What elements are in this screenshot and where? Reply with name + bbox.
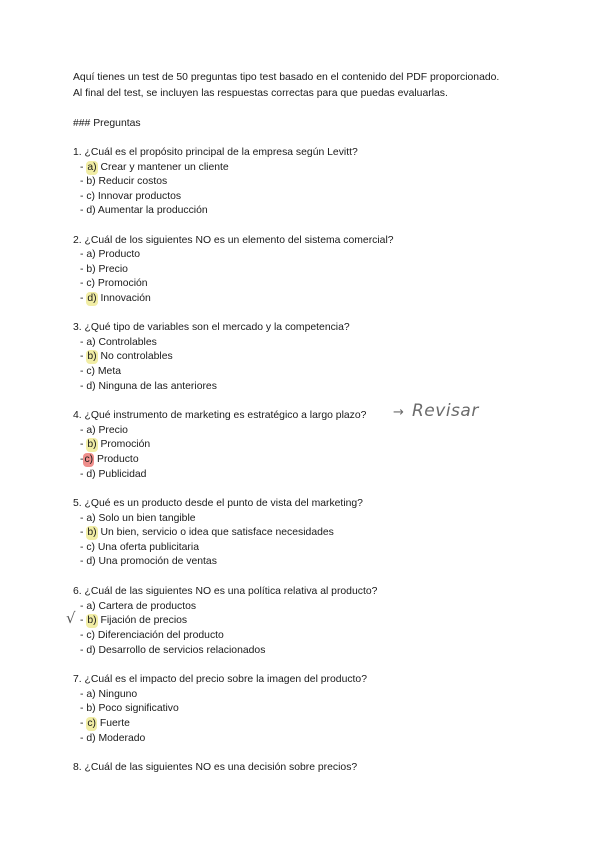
option-1b: - b) Reducir costos [80,176,168,187]
question-7: 7. ¿Cuál es el impacto del precio sobre la imagen del producto? [73,674,367,685]
answer-highlight: b) [87,615,97,626]
answer-highlight: b) [87,527,97,538]
option-1a: - a) Crear y mantener un cliente [80,162,229,173]
option-4b: - b) Promoción [80,439,151,450]
option-3a: - a) Controlables [80,337,157,348]
option-2d: - d) Innovación [80,293,151,304]
intro-line-2: Al final del test, se incluyen las respuestas correctas para que puedas evaluarlas. [73,88,448,99]
option-7d: - d) Moderado [80,733,146,744]
option-5d: - d) Una promoción de ventas [80,556,217,567]
question-6: 6. ¿Cuál de las siguientes NO es una política relativa al producto? [73,586,378,597]
option-2b: - b) Precio [80,264,128,275]
section-heading: ### Preguntas [73,118,141,129]
option-7b: - b) Poco significativo [80,703,179,714]
answer-highlight: b) [87,439,97,450]
arrow-annotation: → [393,405,404,420]
question-2: 2. ¿Cuál de los siguientes NO es un elemento del sistema comercial? [73,235,394,246]
answer-highlight: a) [87,162,97,173]
option-3c: - c) Meta [80,366,122,377]
question-5: 5. ¿Qué es un producto desde el punto de vista del marketing? [73,498,363,509]
option-5c: - c) Una oferta publicitaria [80,542,199,553]
option-4c: -c) Producto [80,454,139,465]
option-7a: - a) Ninguno [80,689,138,700]
question-4: 4. ¿Qué instrumento de marketing es estratégico a largo plazo? [73,410,367,421]
option-2c: - c) Promoción [80,278,148,289]
answer-highlight: b) [87,351,97,362]
question-3: 3. ¿Qué tipo de variables son el mercado y la competencia? [73,322,350,333]
wrong-answer-highlight: c) [84,454,94,465]
option-6b: - b) Fijación de precios [80,615,188,626]
option-5a: - a) Solo un bien tangible [80,513,196,524]
answer-highlight: d) [87,293,97,304]
option-6c: - c) Diferenciación del producto [80,630,224,641]
option-4d: - d) Publicidad [80,469,147,480]
option-4a: - a) Precio [80,425,128,436]
option-2a: - a) Producto [80,249,141,260]
option-5b: - b) Un bien, servicio o idea que satisface necesidades [80,527,334,538]
review-note-handwritten: Revisar [412,401,479,421]
option-6a: - a) Cartera de productos [80,601,197,612]
question-1: 1. ¿Cuál es el propósito principal de la empresa según Levitt? [73,147,358,158]
option-1c: - c) Innovar productos [80,191,182,202]
intro-line-1: Aquí tienes un test de 50 preguntas tipo test basado en el contenido del PDF proporcionado. [73,72,500,83]
option-3d: - d) Ninguna de las anteriores [80,381,217,392]
question-8: 8. ¿Cuál de las siguientes NO es una decisión sobre precios? [73,762,358,773]
option-1d: - d) Aumentar la producción [80,205,208,216]
answer-highlight: c) [87,718,97,729]
checkmark-annotation: √ [66,609,76,627]
option-6d: - d) Desarrollo de servicios relacionados [80,645,266,656]
option-7c: - c) Fuerte [80,718,130,729]
option-3b: - b) No controlables [80,351,173,362]
